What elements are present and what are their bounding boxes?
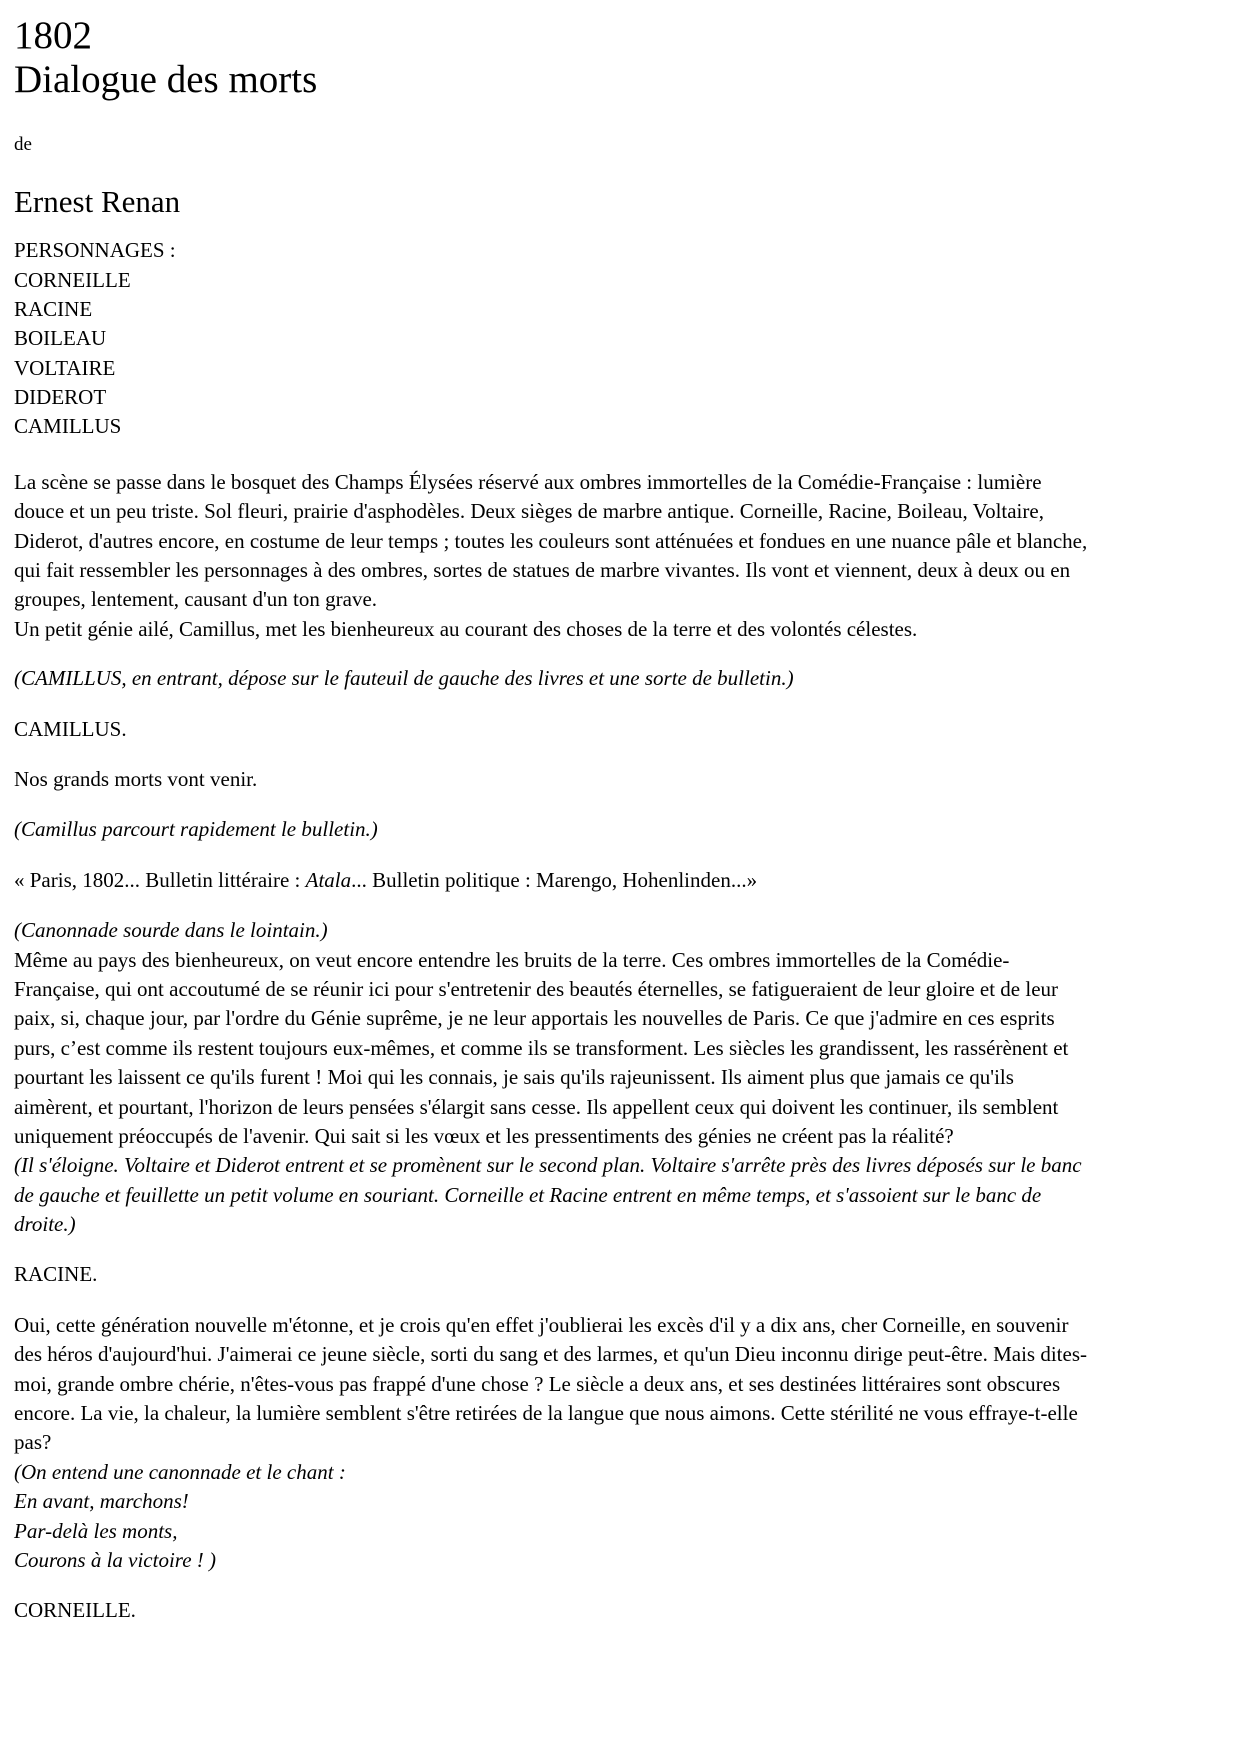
cast-item: RACINE (14, 296, 93, 321)
stage-direction-1: (CAMILLUS, en entrant, dépose sur le fauteuil de gauche des livres et une sorte de bulletin.) (14, 666, 794, 691)
stage-direction-3: (Canonnade sourde dans le lointain.) (14, 918, 328, 943)
speaker-corneille: CORNEILLE. (14, 1598, 136, 1623)
cast-heading: PERSONNAGES : (14, 238, 176, 263)
stage-direction-2: (Camillus parcourt rapidement le bulletin.) (14, 817, 378, 842)
bulletin-line (14, 866, 1090, 895)
song-intro: (On entend une canonnade et le chant : (14, 1459, 346, 1484)
speaker-racine: RACINE. (14, 1262, 98, 1287)
camillus-speech: Même au pays des bienheureux, on veut encore entendre les bruits de la terre. Ces ombres immortelles de la Comédie-Française, qui ont accoutumé de se réunir ici pour s'entretenir des beautés éternelles, se fatigueraient de leur gloire et de leur paix, si, chaque jour, par l'ordre du Génie suprême, je ne leur apportais les nouvelles de Paris. Ce que j'admire en ces esprits purs, c’est comme ils restent toujours eux-mêmes, et comme ils se transforment. Les siècles les grandissent, les rassérènent et pourtant les laissent ce qu'ils furent ! Moi qui les connais, je sais qu'ils rajeunissent. Ils aiment plus que jamais ce qu'ils aimèrent, et pourtant, l'horizon de leurs pensées s'élargit sans cesse. Ils appellent ceux qui doivent les continuer, ils semblent uniquement préoccupés de l'avenir. Qui sait si les vœux et les pressentiments des génies ne créent pas la réalité? (14, 947, 1069, 1148)
scene-description: La scène se passe dans le bosquet des Champs Élysées réservé aux ombres immortelles de la Comédie-Française : lumière douce et un peu triste. Sol fleuri, prairie d'asphodèles. Deux sièges de marbre antique. Corneille, Racine, Boileau, Voltaire, Diderot, d'autres encore, en costume de leur temps ; toutes les couleurs sont atténuées et fondues en une nuance pâle et blanche, qui fait ressembler les personnages à des ombres, sortes de statues de marbre vivantes. Ils vont et viennent, deux à deux ou en groupes, lentement, causant d'un ton grave. (14, 469, 1088, 612)
cast-item: CAMILLUS (14, 414, 122, 439)
cast-list (14, 236, 1090, 442)
bulletin-work-title: Atala (305, 867, 352, 892)
scene-description-2: Un petit génie ailé, Camillus, met les bienheureux au courant des choses de la terre et des volontés célestes. (14, 616, 918, 641)
author-name: Ernest Renan (14, 183, 181, 219)
speaker-camillus: CAMILLUS. (14, 716, 127, 741)
cast-item: VOLTAIRE (14, 355, 116, 380)
cast-item: BOILEAU (14, 326, 107, 351)
stage-direction-4: (Il s'éloigne. Voltaire et Diderot entrent et se promènent sur le second plan. Voltaire s'arrête près des livres déposés sur le banc de gauche et feuillette un petit volume en souriant. Corneille et Racine entrent en même temps, et s'assoient sur le banc de droite.) (14, 1153, 1082, 1237)
song-line-2: Par-delà les monts, (14, 1518, 178, 1543)
bulletin-text-1: « Paris, 1802... Bulletin littéraire : (14, 867, 306, 892)
spacer (14, 644, 1090, 664)
bulletin-text-2: ... Bulletin politique : Marengo, Hohenlinden...» (351, 867, 758, 892)
byline-label: de (14, 134, 32, 156)
song-line-1: En avant, marchons! (14, 1489, 189, 1514)
cast-item: DIDEROT (14, 385, 107, 410)
camillus-line-1: Nos grands morts vont venir. (14, 767, 258, 791)
page-title: Dialogue des morts (14, 57, 318, 101)
song-line-3: Courons à la victoire ! ) (14, 1547, 217, 1572)
cast-item: CORNEILLE (14, 267, 131, 292)
page-title-year: 1802 (14, 14, 92, 57)
racine-speech: Oui, cette génération nouvelle m'étonne, et je crois qu'en effet j'oublierai les excès d'il y a dix ans, cher Corneille, en souvenir des héros d'aujourd'hui. J'aimerai ce jeune siècle, sorti du sang et des larmes, et qu'un Dieu inconnu dirige peut-être. Mais dites-moi, grande ombre chérie, n'êtes-vous pas frappé d'une chose ? Le siècle a deux ans, et ses destinées littéraires sont obscures encore. La vie, la chaleur, la lumière semblent s'être retirées de la langue que nous aimons. Cette stérilité ne vous effraye-t-elle pas? (14, 1312, 1087, 1455)
spacer (14, 442, 1090, 468)
